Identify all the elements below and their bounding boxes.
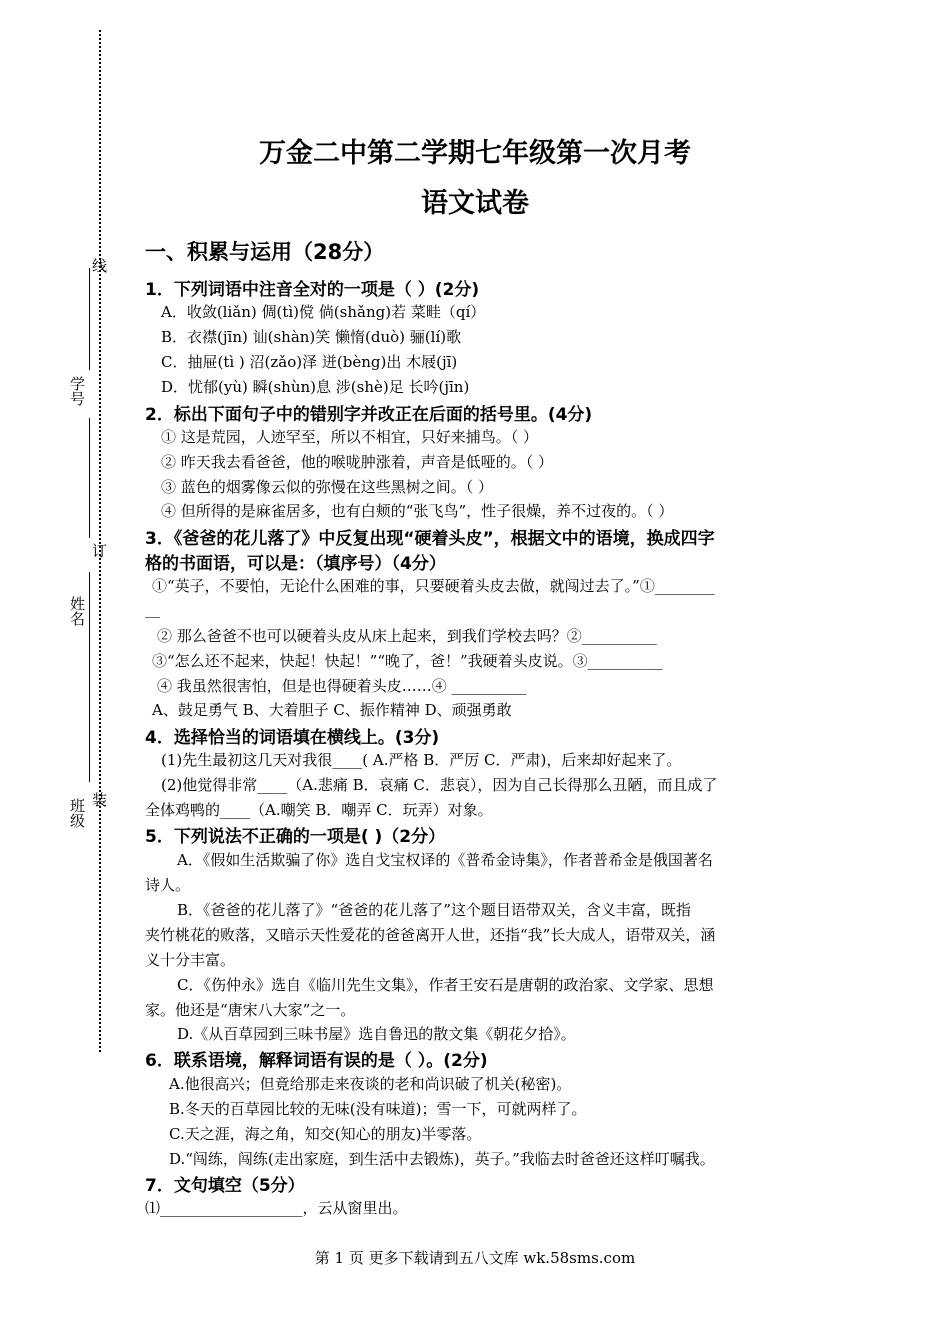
q6-option-d: D.“闯练，闯练(走出家庭，到生活中去锻炼)，英子。”我临去时爸爸还这样叮嘱我。 (169, 1150, 715, 1168)
q5-option-c: C．《伤仲永》选自《临川先生文集》，作者王安石是唐朝的政治家、文学家、思想 (177, 976, 714, 994)
fasten-label: 装 (90, 792, 108, 807)
q3-sentence-2: ② 那么爸爸不也可以硬着头皮从床上起来，到我们学校去吗？②__________ (157, 627, 657, 645)
q6-option-a: A.他很高兴；但竟给那走来夜谈的老和尚识破了机关(秘密)。 (169, 1075, 572, 1093)
question-4-title: 4．选择恰当的词语填在横线上。(3分) (145, 728, 440, 748)
q6-option-c: C.天之涯，海之角，知交(知心的朋友)半零落。 (169, 1125, 482, 1143)
q5-option-b-cont2: 义十分丰富。 (145, 951, 236, 969)
q5-option-a: A．《假如生活欺骗了你》选自戈宝权译的《普希金诗集》，作者普希金是俄国著名 (177, 851, 713, 869)
student-no-blank[interactable] (89, 268, 90, 370)
q4-item-1: (1)先生最初这几天对我很____( A.严格 B．严厉 C．严肃)，后来却好起来了。 (161, 751, 682, 769)
question-3-title-line2: 格的书面语，可以是：（填序号）（4分） (145, 554, 446, 574)
question-1-title: 1．下列词语中注音全对的一项是（ ）(2分) (145, 280, 480, 300)
name-blank[interactable] (89, 572, 90, 782)
q5-option-a-cont: 诗人。 (145, 876, 191, 894)
bind-upper-blank (89, 418, 90, 538)
q2-sentence-2: ② 昨天我去看爸爸，他的喉咙肿涨着，声音是低哑的。（ ） (161, 453, 554, 471)
q6-option-b: B.冬天的百草园比较的无味(没有味道)；雪一下，可就两样了。 (169, 1100, 587, 1118)
q4-item-2-cont: 全体鸡鸭的____（A.嘲笑 B．嘲弄 C．玩弄）对象。 (145, 801, 493, 819)
question-7-title: 7．文句填空（5分） (145, 1176, 305, 1196)
q7-blank-1: ⑴___________________，云从窗里出。 (145, 1199, 408, 1217)
q5-option-d: D.《从百草园到三味书屋》选自鲁迅的散文集《朝花夕拾》。 (177, 1025, 576, 1043)
q1-option-d: D．忧郁(yù) 瞬(shùn)息 涉(shè)足 长吟(jīn) (161, 378, 470, 396)
q3-sentence-3: ③“怎么还不起来，快起！快起！”“晚了，爸！”我硬着头皮说。③__________ (152, 652, 663, 670)
q5-option-c-cont: 家。他还是“唐宋八大家”之一。 (145, 1001, 356, 1019)
q3-options: A、鼓足勇气 B、大着胆子 C、振作精神 D、顽强勇敢 (152, 701, 512, 719)
q5-option-b-cont1: 夹竹桃花的败落，又暗示天性爱花的爸爸离开人世，还指“我”长大成人，语带双关，涵 (145, 926, 716, 944)
q2-sentence-3: ③ 蓝色的烟雾像云似的弥慢在这些黑树之间。（ ） (161, 478, 494, 496)
q3-sentence-1-cont: __ (145, 600, 160, 618)
q4-item-2: (2)他觉得非常____（A.悲痛 B．哀痛 C．悲哀），因为自己长得那么丑陋，而且成了 (161, 776, 718, 794)
exam-subtitle: 语文试卷 (421, 188, 529, 219)
exam-title: 万金二中第二学期七年级第一次月考 (259, 138, 691, 169)
q1-option-c: C．抽屉(tì ) 沼(zǎo)泽 迸(bèng)出 木屐(jī) (161, 353, 458, 371)
section-heading: 一、积累与运用（28分） (145, 240, 385, 264)
q3-sentence-1: ①“英子，不要怕，无论什么困难的事，只要硬着头皮去做，就闯过去了。”①________ (152, 577, 715, 595)
q1-option-a: A．收敛(liǎn) 倜(tì)傥 倘(shǎng)若 菜畦（qí） (161, 303, 486, 321)
class-label: 班级 (68, 798, 86, 828)
q2-sentence-1: ① 这是荒园，人迹罕至，所以不相宜，只好来捕鸟。（ ） (161, 428, 539, 446)
question-3-title-line1: 3．《爸爸的花儿落了》中反复出现“硬着头皮”，根据文中的语境，换成四字 (145, 529, 715, 549)
q1-option-b: B．衣襟(jīn) 讪(shàn)笑 懒惰(duò) 骊(lí)歌 (161, 328, 462, 346)
name-label: 姓名 (68, 596, 86, 626)
question-5-title: 5．下列说法不正确的一项是( )（2分） (145, 827, 446, 847)
q2-sentence-4: ④ 但所得的是麻雀居多，也有白颊的“张飞鸟”，性子很燥，养不过夜的。（ ） (161, 502, 674, 520)
question-6-title: 6．联系语境，解释词语有误的是（ ）。(2分) (145, 1051, 488, 1071)
page-footer: 第 1 页 更多下载请到五八文库 wk.58sms.com (314, 1249, 636, 1267)
bind-label: 订 (90, 543, 108, 558)
question-2-title: 2．标出下面句子中的错别字并改正在后面的括号里。(4分) (145, 405, 593, 425)
line-label: 线 (90, 258, 108, 273)
student-no-label: 学号 (68, 376, 86, 406)
q5-option-b: B．《爸爸的花儿落了》“爸爸的花儿落了”这个题目语带双关，含义丰富，既指 (177, 901, 691, 919)
q3-sentence-4: ④ 我虽然很害怕，但是也得硬着头皮……④ __________ (157, 677, 527, 695)
